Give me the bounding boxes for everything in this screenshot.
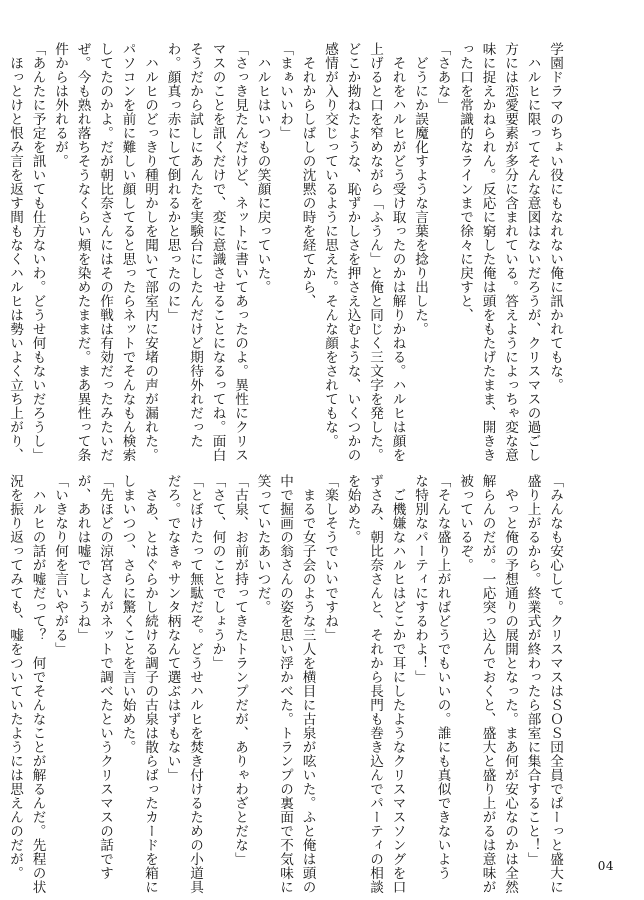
text-line: ずさみ、朝比奈さんと、それから長門も巻き込んでパーティの相談 (367, 474, 383, 894)
text-line: 「みんなも安心して。クリスマスはＳＯＳ団全員でぱーっと盛大に (547, 474, 563, 894)
text-line: ほっとけと恨み言を返す間もなくハルヒは勢いよく立ち上がり、 (7, 42, 23, 462)
text-line: してたのかよ。だが朝比奈さんにはその作戦は有効だったみたいだ (97, 42, 113, 462)
text-line: 中で掘画の翁さんの姿を思い浮かべた。トランプの裏面で不気味に (277, 474, 293, 894)
text-line: 「あんたに予定を訊いても仕方ないわ。どうせ何もないだろうし」 (29, 42, 46, 462)
page-number: 04 (597, 859, 614, 873)
text-line: ご機嫌なハルヒはどこかで耳にしたようなクリスマスソングを口 (389, 474, 406, 894)
text-line: ぜ。今も熟れ落ちそうなくらい頬を染めたままだ。まあ異性って条 (74, 42, 91, 462)
text-line: 「さて、何のことでしょうか」 (209, 474, 226, 670)
text-line: 被っているぞ。 (457, 474, 473, 572)
text-line: さあ、とはぐらかし続ける調子の古泉は散らばったカードを箱に (142, 474, 158, 894)
text-line: どうにか誤魔化すような言葉を捻り出した。 (412, 42, 428, 336)
text-line: それをハルヒがどう受け取ったのかは解りかねる。ハルヒは顔を (389, 42, 406, 462)
text-line: 件からは外れるが。 (52, 42, 68, 168)
text-line: どこか拗ねたような、恥ずかしさを押さえ込むような、いくつかの (344, 42, 361, 462)
text-line: な特別なパーティにするわよ！」 (412, 474, 428, 684)
text-line: ハルヒのどっきり種明かしを聞いて部室内に安堵の声が漏れた。 (142, 42, 158, 462)
text-line: ハルヒの話が嘘だって？ 何でそんなことが解るんだ。先程の状 (29, 474, 46, 894)
text-line: 盛り上がるから。終業式が終わったら部室に集合すること！」 (524, 474, 541, 866)
text-line: わ。顔真っ赤にして倒れるかと思ったのに」 (164, 42, 181, 322)
text-line: しまいつつ、さらに驚くことを言い始めた。 (119, 474, 136, 754)
text-line: マスのことを訊くだけで、変に意識させることになるってね。面白 (209, 42, 226, 462)
text-line: やっと俺の予想通りの展開となった。まあ何が安心なのかは全然 (502, 474, 518, 894)
text-line: 解らんのだが。一応突っ込んでおくと、盛大と盛り上がるは意味が (479, 474, 496, 894)
text-line: 況を振り返ってみても、嘘をついていたようには思えんのだが。 (7, 474, 23, 880)
text-line: だろ。でなきゃサンタ柄なんて選ぶはずもない」 (164, 474, 181, 782)
text-line: 「先ほどの涼宮さんがネットで調べたというクリスマスの話です (97, 474, 113, 880)
text-line: 「さっき見たんだけど、ネットに書いてあったのよ。異性にクリス (232, 42, 248, 462)
text-line: 学園ドラマのちょい役にもなれない俺に訊かれてもな。 (547, 42, 563, 392)
text-line: 「楽しそうでいいですね」 (322, 474, 338, 642)
text-line: 「とぼけたって無駄だぞ。どうせハルヒを焚き付けるための小道具 (187, 474, 203, 894)
lower-text-block (7, 474, 566, 894)
text-line: 笑っていたあいつだ。 (254, 474, 271, 614)
text-line: が、あれは嘘でしょうね」 (74, 474, 91, 642)
text-line: 「古泉、お前が持ってきたトランプだが、ありゃわざとだな」 (232, 474, 248, 866)
text-line: 「さあな」 (434, 42, 451, 112)
text-line: 感情が入り交じっているように思えた。そんな顔をされてもな。 (322, 42, 338, 448)
text-line: それからしばしの沈黙の時を経てから、 (299, 42, 316, 308)
text-line: ハルヒはいつもの笑顔に戻っていた。 (254, 42, 271, 294)
text-line: 方には恋愛要素が多分に含まれている。答えようによっちゃ変な意 (502, 42, 518, 462)
text-line: まるで女子会のような三人を横目に古泉が呟いた。ふと俺は頭の (299, 474, 316, 894)
text-line: 「そんな盛り上がればどうでもいいの。誰にも真似できないよう (434, 474, 451, 880)
text-line: 「いきなり何を言いやがる」 (52, 474, 68, 656)
text-line: 上げると口を窄めながら「ふうん」と俺と同じく三文字を発した。 (367, 42, 383, 462)
text-line: 「まぁいいわ」 (277, 42, 293, 140)
text-line: を始めた。 (344, 474, 361, 544)
text-line: 味に捉えかねられん。反応に窮した俺は頭をもたげたまま、開きき (479, 42, 496, 462)
text-line: ハルヒに限ってそんな意図はないだろうが、クリスマスの過ごし (524, 42, 541, 462)
text-line: った口を常識的なラインまで徐々に戻すと、 (457, 42, 473, 322)
text-line: そうだから試しにあんたを実験台にしたんだけど期待外れだった (187, 42, 203, 448)
text-line: パソコンを前に難しい顔してると思ったらネットでそんなもん検索 (119, 42, 136, 462)
upper-text-block (7, 42, 566, 462)
